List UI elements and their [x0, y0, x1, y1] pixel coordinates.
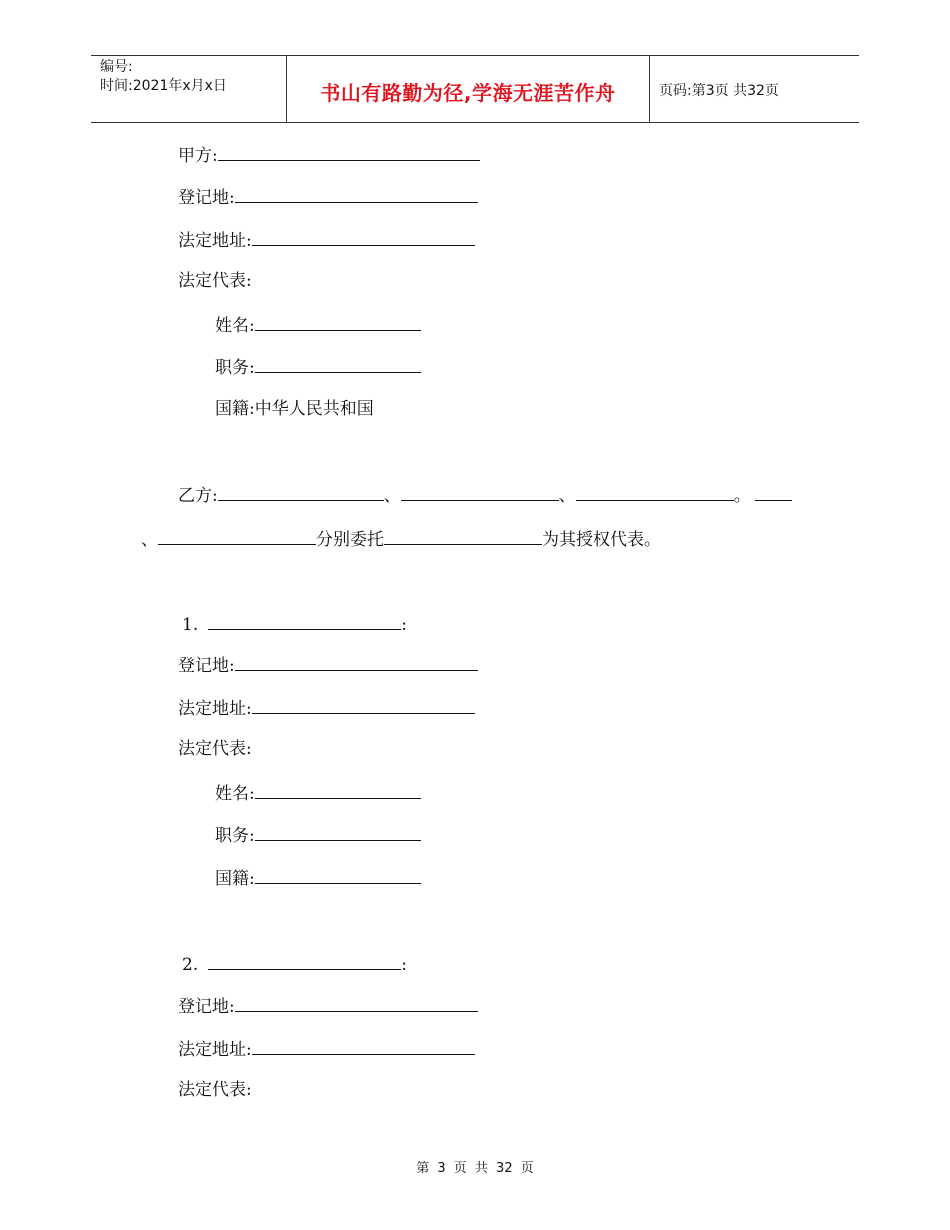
header-divider — [649, 56, 650, 122]
section-1-rep-title-blank[interactable] — [255, 823, 421, 841]
party-a-registered-row — [178, 185, 478, 209]
party-a-registered-label: 登记地: — [178, 188, 235, 208]
section-2-rep-label: 法定代表: — [178, 1080, 252, 1100]
party-b-end-mark: 。 — [733, 486, 751, 506]
party-a-address-row — [178, 228, 475, 252]
section-2-registered-blank[interactable] — [235, 994, 478, 1012]
section-1-address-row — [178, 696, 475, 720]
party-a-rep-nationality-label: 国籍: — [215, 399, 255, 419]
section-1-rep-nationality-label: 国籍: — [215, 869, 255, 889]
section-2-header-row — [182, 952, 407, 976]
party-a-rep-nationality-value: 中华人民共和国 — [254, 399, 374, 419]
party-b-blank-1[interactable] — [218, 483, 384, 501]
section-1-rep-name-label: 姓名: — [215, 784, 255, 804]
section-2-registered-row — [178, 994, 478, 1018]
section-2-colon: : — [401, 955, 407, 975]
section-2-address-blank[interactable] — [252, 1037, 475, 1055]
section-1-registered-blank[interactable] — [235, 653, 478, 671]
party-b-delegate-text: 分别委托 — [316, 530, 384, 550]
section-1-rep-label: 法定代表: — [178, 739, 252, 759]
party-a-name-blank[interactable] — [218, 143, 480, 161]
section-2-registered-label: 登记地: — [178, 997, 235, 1017]
party-a-rep-title-label: 职务: — [215, 358, 255, 378]
party-a-registered-blank[interactable] — [235, 185, 478, 203]
page-footer: 第 3 页 共 32 页 — [416, 1161, 534, 1176]
header-meta — [100, 58, 227, 96]
party-b-blank-2[interactable] — [401, 483, 559, 501]
section-1-colon: : — [401, 615, 407, 635]
party-a-rep-nationality-row — [215, 398, 374, 420]
section-1-number: 1. — [182, 615, 199, 635]
party-a-name-row — [178, 143, 480, 167]
party-a-rep-name-row — [215, 313, 421, 337]
party-b-delegate-suffix: 为其授权代表。 — [542, 530, 661, 550]
party-b-delegate-row — [141, 527, 661, 551]
header-motto: 书山有路勤为径,学海无涯苦作舟 — [320, 81, 616, 105]
section-1-rep-nationality-row — [215, 866, 421, 890]
party-a-rep-name-blank[interactable] — [255, 313, 421, 331]
party-a-name-label: 甲方: — [178, 146, 218, 166]
section-1-address-blank[interactable] — [252, 696, 475, 714]
party-a-address-blank[interactable] — [252, 228, 475, 246]
party-a-address-label: 法定地址: — [178, 231, 252, 251]
party-b-blank-4[interactable] — [755, 483, 792, 501]
document-number-label: 编号: — [100, 59, 133, 75]
section-1-rep-name-blank[interactable] — [255, 781, 421, 799]
party-a-rep-title-blank[interactable] — [255, 355, 421, 373]
section-1-rep-name-row — [215, 781, 421, 805]
section-2-name-blank[interactable] — [208, 952, 401, 970]
section-1-rep-title-row — [215, 823, 421, 847]
section-1-registered-row — [178, 653, 478, 677]
section-2-address-row — [178, 1037, 475, 1061]
party-b-delegate-blank[interactable] — [384, 527, 542, 545]
section-1-address-label: 法定地址: — [178, 699, 252, 719]
document-date: 时间:2021年x月x日 — [100, 78, 227, 94]
page-header — [91, 55, 859, 123]
party-b-separator: 、 — [141, 530, 158, 550]
section-1-name-blank[interactable] — [208, 612, 401, 630]
party-a-rep-name-label: 姓名: — [215, 316, 255, 336]
section-1-registered-label: 登记地: — [178, 656, 235, 676]
party-a-rep-title-row — [215, 355, 421, 379]
section-2-address-label: 法定地址: — [178, 1040, 252, 1060]
section-1-header-row — [182, 612, 407, 636]
section-2-number: 2. — [182, 955, 199, 975]
party-b-blank-3[interactable] — [576, 483, 734, 501]
party-b-name-label: 乙方: — [178, 486, 218, 506]
header-page-info: 页码:第3页 共32页 — [659, 83, 779, 99]
section-1-rep-title-label: 职务: — [215, 826, 255, 846]
section-1-rep-nationality-blank[interactable] — [255, 866, 421, 884]
party-b-blank-5[interactable] — [158, 527, 316, 545]
party-b-name-row — [178, 483, 792, 507]
party-b-separator: 、 — [558, 486, 576, 506]
party-b-separator: 、 — [383, 486, 401, 506]
party-a-rep-label: 法定代表: — [178, 271, 252, 291]
